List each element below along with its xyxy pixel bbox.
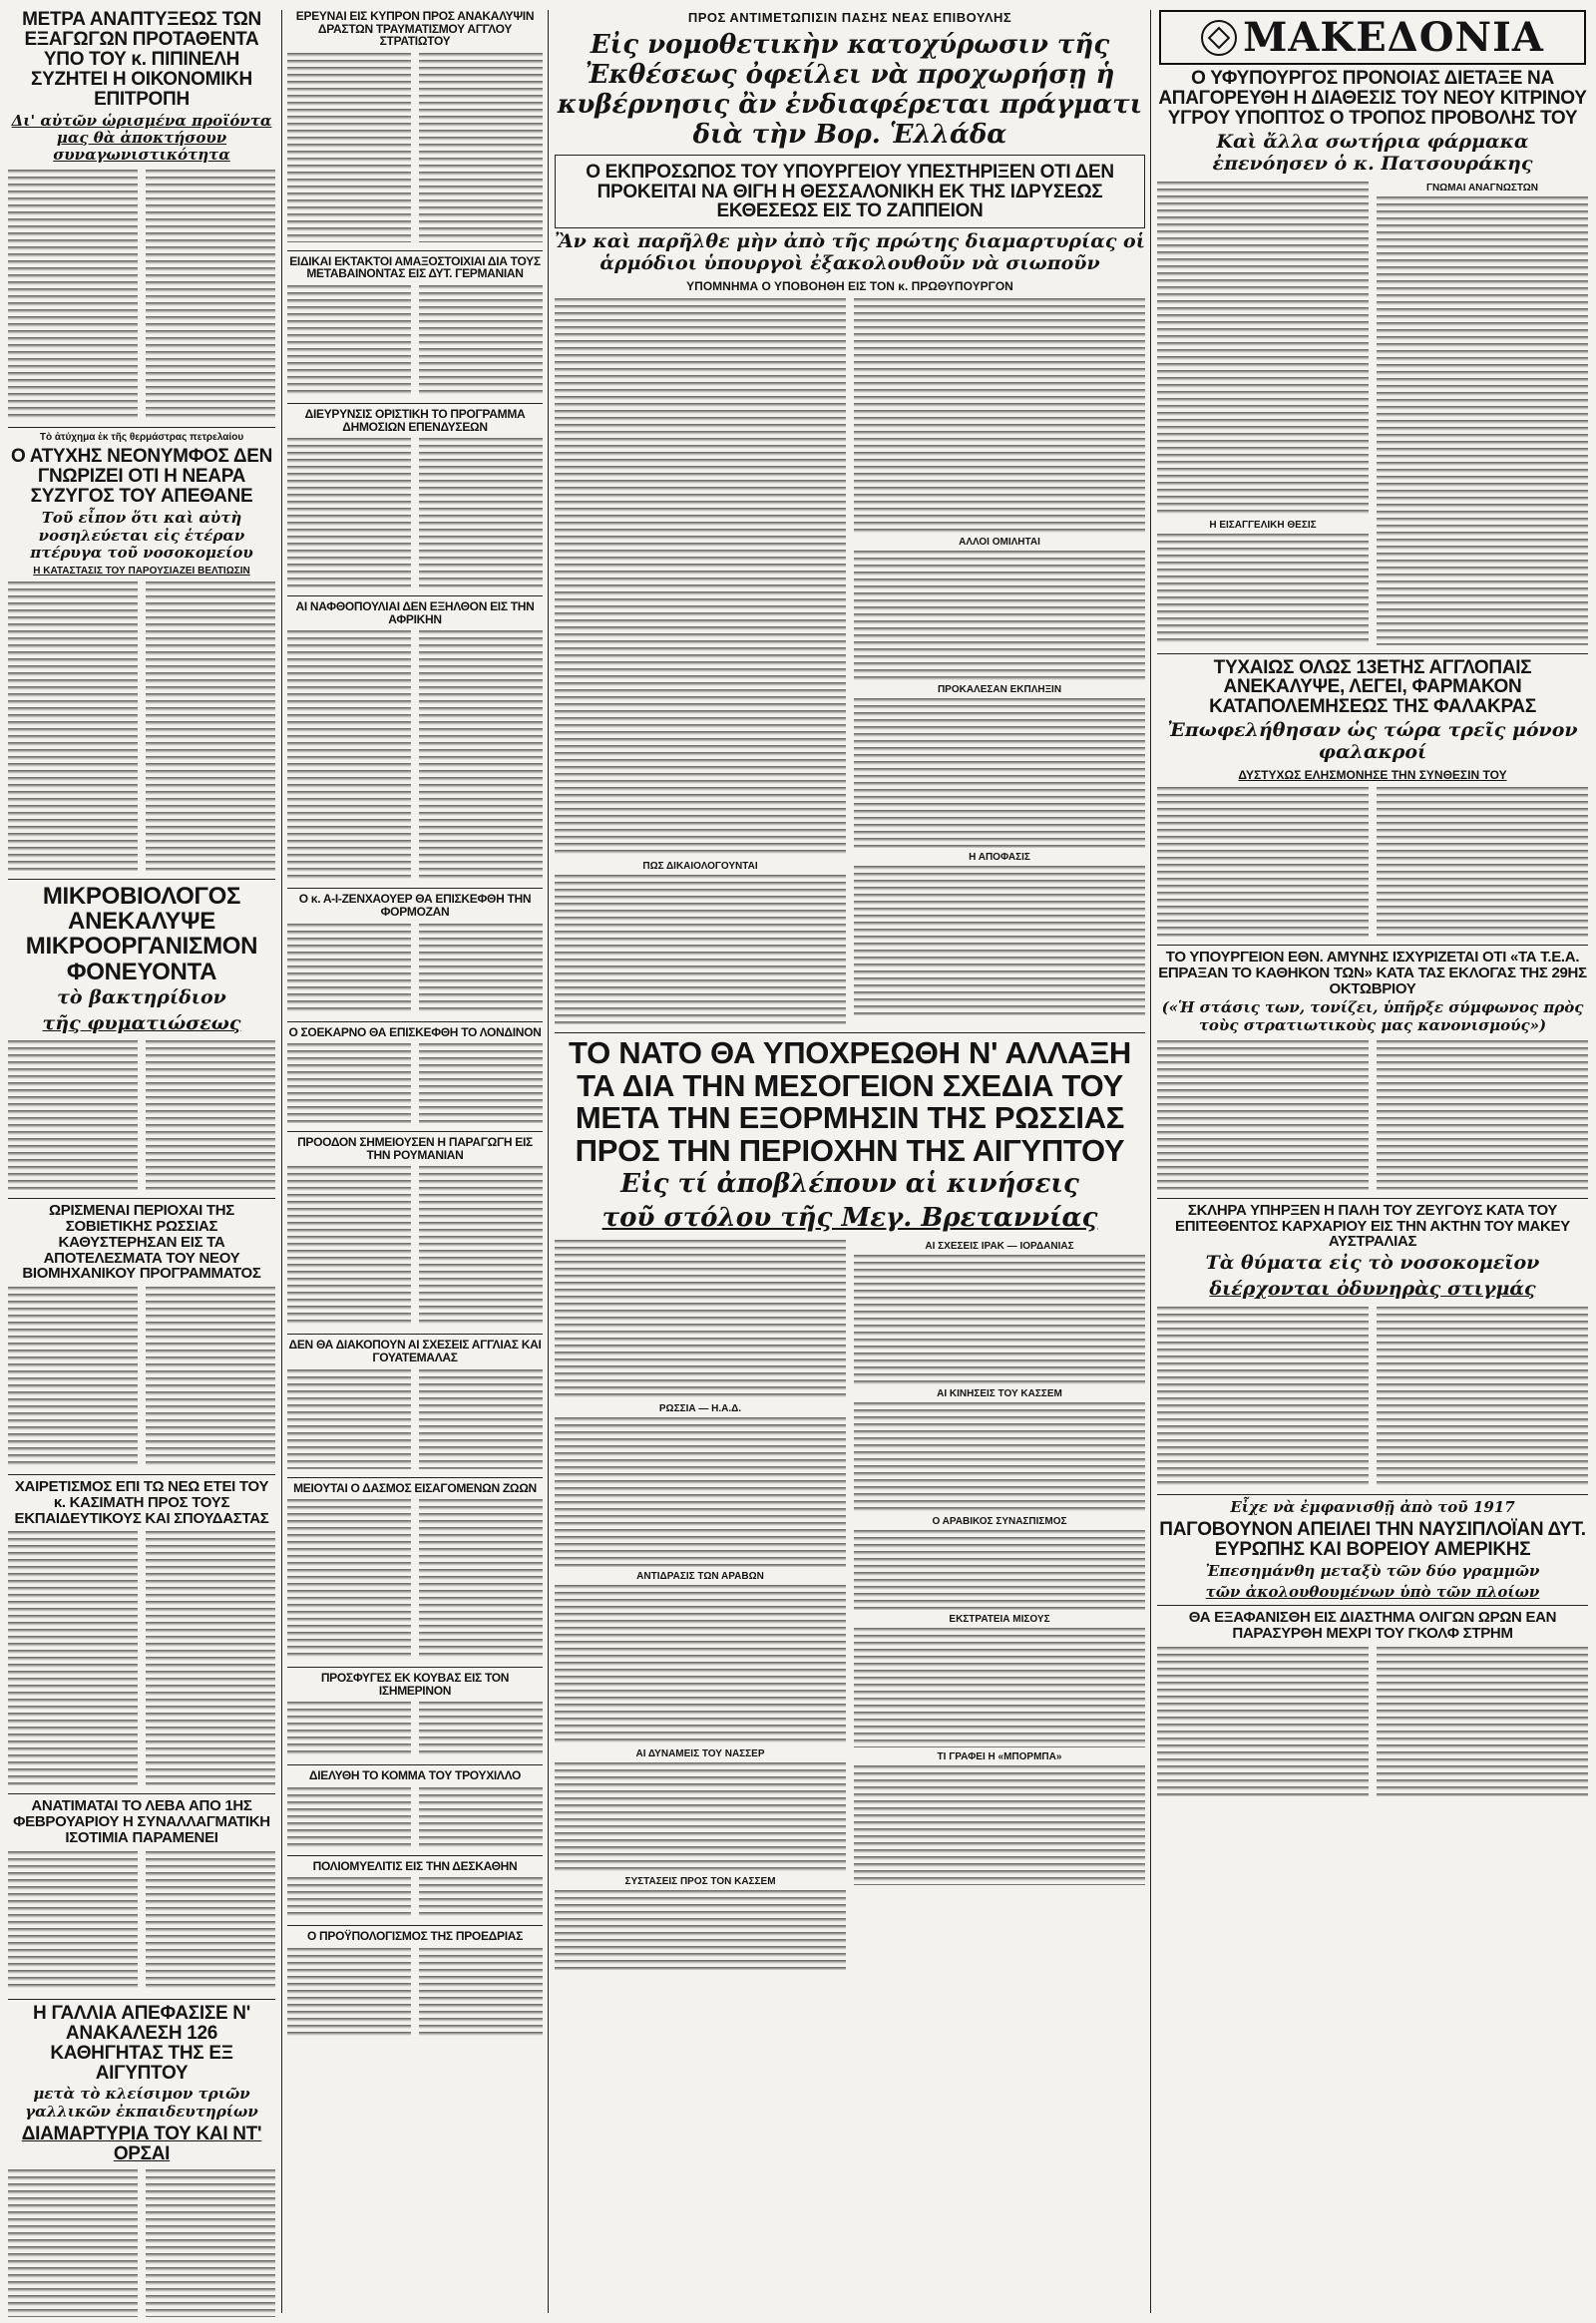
- article-deck: μετὰ τὸ κλείσιμον τριῶν γαλλικῶν ἐκπαιδευτηρίων: [25, 2085, 258, 2121]
- article-headline: ΜΕΙΟΥΤΑΙ Ο ΔΑΣΜΟΣ ΕΙΣΑΓΟΜΕΝΩΝ ΖΩΩΝ: [293, 1480, 537, 1495]
- article-headline: ΠΑΓΟΒΟΥΝΟΝ ΑΠΕΙΛΕΙ ΤΗΝ ΝΑΥΣΙΠΛΟΪΑΝ ΔΥΤ. ΕΥΡΩΠΗΣ ΚΑΙ ΒΟΡΕΙΟΥ ΑΜΕΡΙΚΗΣ: [1159, 1518, 1586, 1560]
- lead-deck: Εἰς νομοθετικὴν κατοχύρωσιν τῆς Ἐκθέσεως ὀφείλει νὰ προχωρήσῃ ἡ κυβέρνησις ἂν ἐνδιαφέρεται πράγματι διὰ τὴν Βορ. Ἑλλάδα: [557, 30, 1143, 150]
- article-headline: Ο κ. Α-Ι-ΖΕΝΧΑΟΥΕΡ ΘΑ ΕΠΙΣΚΕΦΘΗ ΤΗΝ ΦΟΡΜΟΖΑΝ: [298, 892, 532, 919]
- section-subhead: ΡΩΣΣΙΑ — Η.Α.Δ.: [658, 1403, 742, 1415]
- center-columns: [555, 6, 1145, 2317]
- section-subhead: ΑΙ ΣΧΕΣΕΙΣ ΙΡΑΚ — ΙΟΡΔΑΝΙΑΣ: [925, 1241, 1074, 1253]
- article-headline: ΠΟΛΙΟΜΥΕΛΙΤΙΣ ΕΙΣ ΤΗΝ ΔΕΣΚΑΘΗΝ: [312, 1858, 518, 1873]
- article-headline: ΧΑΙΡΕΤΙΣΜΟΣ ΕΠΙ ΤΩ ΝΕΩ ΕΤΕΙ ΤΟΥ κ. ΚΑΣΙΜΑΤΗ ΠΡΟΣ ΤΟΥΣ ΕΚΠΑΙΔΕΥΤΙΚΟΥΣ ΚΑΙ ΣΠΟΥΔΑΣΤΑΣ: [14, 1478, 269, 1527]
- section-subhead: ΑΝΤΙΔΡΑΣΙΣ ΤΩΝ ΑΡΑΒΩΝ: [636, 1571, 764, 1583]
- article-subhead: Η ΚΑΤΑΣΤΑΣΙΣ ΤΟΥ ΠΑΡΟΥΣΙΑΖΕΙ ΒΕΛΤΙΩΣΙΝ: [33, 566, 250, 577]
- article-deck: Ἐπεσημάνθη μεταξὺ τῶν δύο γραμμῶν: [1205, 1561, 1540, 1580]
- section-subhead: Ο ΑΡΑΒΙΚΟΣ ΣΥΝΑΣΠΙΣΜΟΣ: [932, 1516, 1067, 1528]
- masthead-crest-icon: [1201, 20, 1237, 56]
- section-subhead: Η ΑΠΟΦΑΣΙΣ: [969, 852, 1030, 864]
- article-headline: ΠΡΟΣΦΥΓΕΣ ΕΚ ΚΟΥΒΑΣ ΕΙΣ ΤΟΝ ΙΣΗΜΕΡΙΝΟΝ: [320, 1671, 510, 1698]
- article-kicker: Τὸ ἀτύχημα ἐκ τῆς θερμάστρας πετρελαίου: [39, 432, 244, 444]
- section-subhead: ΑΛΛΟΙ ΟΜΙΛΗΤΑΙ: [959, 537, 1040, 549]
- nato-headline: ΤΟ ΝΑΤΟ ΘΑ ΥΠΟΧΡΕΩΘΗ Ν' ΑΛΛΑΞΗ ΤΑ ΔΙΑ ΤΗΝ ΜΕΣΟΓΕΙΟΝ ΣΧΕΔΙΑ ΤΟΥ ΜΕΤΑ ΤΗΝ ΕΞΟΡΜΗΣΙΝ ΤΗΣ ΡΩΣΣΙΑΣ ΠΡΟΣ ΤΗΝ ΠΕΡΙΟΧΗΝ ΤΗΣ ΑΙΓΥΠΤΟΥ: [569, 1035, 1131, 1168]
- column-rule: [1150, 10, 1151, 2313]
- article-deck: τῶν ἀκολουθουμένων ὑπὸ τῶν πλοίων: [1205, 1583, 1540, 1602]
- article-deck: Καὶ ἄλλα σωτήρια φάρμακα ἐπενόησεν ὁ κ. Πατσουράκης: [1212, 130, 1533, 175]
- column-1: [8, 6, 275, 2317]
- article-headline: ΑΝΑΤΙΜΑΤΑΙ ΤΟ ΛΕΒΑ ΑΠΟ 1ΗΣ ΦΕΒΡΟΥΑΡΙΟΥ Η ΣΥΝΑΛΛΑΓΜΑΤΙΚΗ ΙΣΟΤΙΜΙΑ ΠΑΡΑΜΕΝΕΙ: [13, 1797, 270, 1846]
- section-subhead: ΤΙ ΓΡΑΦΕΙ Η «ΜΠΟΡΜΠΑ»: [937, 1751, 1062, 1763]
- section-subhead: ΑΙ ΚΙΝΗΣΕΙΣ ΤΟΥ ΚΑΣΣΕΜ: [937, 1388, 1062, 1400]
- article-headline: ΩΡΙΣΜΕΝΑΙ ΠΕΡΙΟΧΑΙ ΤΗΣ ΣΟΒΙΕΤΙΚΗΣ ΡΩΣΣΙΑΣ ΚΑΘΥΣΤΕΡΗΣΑΝ ΕΙΣ ΤΑ ΑΠΟΤΕΛΕΣΜΑΤΑ ΤΟΥ ΝΕΟΥ ΒΙΟΜΗΧΑΝΙΚΟΥ ΠΡΟΓΡΑΜΜΑΤΟΣ: [22, 1202, 261, 1283]
- section-subhead: ΣΥΣΤΑΣΕΙΣ ΠΡΟΣ ΤΟΝ ΚΑΣΣΕΜ: [624, 1876, 776, 1888]
- section-subhead: ΓΝΩΜΑΙ ΑΝΑΓΝΩΣΤΩΝ: [1425, 182, 1539, 194]
- column-2: [287, 6, 543, 2317]
- column-rule: [548, 10, 549, 2313]
- column-rule: [281, 10, 282, 2313]
- article-deck: τὸ βακτηρίδιον: [57, 985, 226, 1008]
- article-headline: ΜΕΤΡΑ ΑΝΑΠΤΥΞΕΩΣ ΤΩΝ ΕΞΑΓΩΓΩΝ ΠΡΟΤΑΘΕΝΤΑ ΥΠΟ ΤΟΥ κ. ΠΙΠΙΝΕΛΗ ΣΥΖΗΤΕΙ Η ΟΙΚΟΝΟΜΙΚΗ ΕΠΙΤΡΟΠΗ: [22, 9, 261, 110]
- masthead: [1159, 10, 1586, 65]
- article-headline: ΔΙΕΥΡΥΝΣΙΣ ΟΡΙΣΤΙΚΗ ΤΟ ΠΡΟΓΡΑΜΜΑ ΔΗΜΟΣΙΩΝ ΕΠΕΝΔΥΣΕΩΝ: [304, 406, 526, 434]
- section-subhead: Η ΕΙΣΑΓΓΕΛΙΚΗ ΘΕΣΙΣ: [1209, 519, 1317, 531]
- article-deck: Τὰ θύματα εἰς τὸ νοσοκομεῖον: [1205, 1252, 1540, 1274]
- section-subhead: ΠΡΟΚΑΛΕΣΑΝ ΕΚΠΛΗΞΙΝ: [937, 684, 1062, 696]
- article-subhead: ΔΥΣΤΥΧΩΣ ΕΛΗΣΜΟΝΗΣΕ ΤΗΝ ΣΥΝΘΕΣΙΝ ΤΟΥ: [1238, 768, 1507, 782]
- masthead-title: ΜΑΚΕΔΟΝΙΑ: [1243, 14, 1544, 61]
- article-headline: Ο ΣΟΕΚΑΡΝΟ ΘΑ ΕΠΙΣΚΕΦΘΗ ΤΟ ΛΟΝΔΙΝΟΝ: [288, 1024, 542, 1039]
- article-headline: ΣΚΛΗΡΑ ΥΠΗΡΞΕΝ Η ΠΑΛΗ ΤΟΥ ΖΕΥΓΟΥΣ ΚΑΤΑ ΤΟΥ ΕΠΙΤΕΘΕΝΤΟΣ ΚΑΡΧΑΡΙΟΥ ΕΙΣ ΤΗΝ ΑΚΤΗΝ ΤΟΥ ΜΑΚΕΥ ΑΥΣΤΡΑΛΙΑΣ: [1175, 1201, 1570, 1251]
- article-headline: ΤΥΧΑΙΩΣ ΟΛΩΣ 13ΕΤΗΣ ΑΓΓΛΟΠΑΙΣ ΑΝΕΚΑΛΥΨΕ, ΛΕΓΕΙ, ΦΑΡΜΑΚΟΝ ΚΑΤΑΠΟΛΕΜΗΣΕΩΣ ΤΗΣ ΦΑΛΑΚΡΑΣ: [1209, 656, 1536, 718]
- article-headline: ΠΡΟΟΔΟΝ ΣΗΜΕΙΟΥΣΕΝ Η ΠΑΡΑΓΩΓΗ ΕΙΣ ΤΗΝ ΡΟΥΜΑΝΙΑΝ: [297, 1135, 533, 1162]
- article-headline: Ο ΥΦΥΠΟΥΡΓΟΣ ΠΡΟΝΟΙΑΣ ΔΙΕΤΑΞΕ ΝΑ ΑΠΑΓΟΡΕΥΘΗ Η ΔΙΑΘΕΣΙΣ ΤΟΥ ΝΕΟΥ ΚΙΤΡΙΝΟΥ ΥΓΡΟΥ ΥΠΟΠΤΟΣ Ο ΤΡΟΠΟΣ ΠΡΟΒΟΛΗΣ ΤΟΥ: [1158, 68, 1587, 129]
- article-deck: διέρχονται ὀδυνηρὰς στιγμάς: [1209, 1277, 1536, 1300]
- nato-deck: τοῦ στόλου τῆς Μεγ. Βρεταννίας: [601, 1203, 1098, 1234]
- article-kicker: Εἶχε νὰ ἐμφανισθῇ ἀπὸ τοῦ 1917: [1230, 1497, 1515, 1516]
- article-headline: Ο ΑΤΥΧΗΣ ΝΕΟΝΥΜΦΟΣ ΔΕΝ ΓΝΩΡΙΖΕΙ ΟΤΙ Η ΝΕΑΡΑ ΣΥΖΥΓΟΣ ΤΟΥ ΑΠΕΘΑΝΕ: [10, 446, 273, 508]
- article-deck: τῆς φυματιώσεως: [42, 1011, 241, 1034]
- section-subhead: ΠΩΣ ΔΙΚΑΙΟΛΟΓΟΥΝΤΑΙ: [642, 861, 758, 873]
- lead-deck-2: Ἂν καὶ παρῆλθε μὴν ἀπὸ τῆς πρώτης διαμαρτυρίας οἱ ἁρμόδιοι ὑπουργοὶ ἐξακολουθοῦν νὰ σιωποῦν: [555, 230, 1145, 275]
- article-headline: ΤΟ ΥΠΟΥΡΓΕΙΟΝ ΕΘΝ. ΑΜΥΝΗΣ ΙΣΧΥΡΙΖΕΤΑΙ ΟΤΙ «ΤΑ Τ.Ε.Α. ΕΠΡΑΞΑΝ ΤΟ ΚΑΘΗΚΟΝ ΤΩΝ» ΚΑΤΑ ΤΑΣ ΕΚΛΟΓΑΣ ΤΗΣ 29ΗΣ ΟΚΤΩΒΡΙΟΥ: [1158, 949, 1587, 997]
- article-deck: Δι' αὐτῶν ὡρισμένα προϊόντα μας θὰ ἀποκτήσουν συναγωνιστικότητα: [11, 111, 272, 165]
- article-headline: ΕΡΕΥΝΑΙ ΕΙΣ ΚΥΠΡΟΝ ΠΡΟΣ ΑΝΑΚΑΛΥΨΙΝ ΔΡΑΣΤΩΝ ΤΡΑΥΜΑΤΙΣΜΟΥ ΑΓΓΛΟΥ ΣΤΡΑΤΙΩΤΟΥ: [295, 9, 535, 49]
- article-deck: Ἐπωφελήθησαν ὡς τώρα τρεῖς μόνον φαλακροί: [1167, 719, 1578, 764]
- lead-headline: Ο ΕΚΠΡΟΣΩΠΟΣ ΤΟΥ ΥΠΟΥΡΓΕΙΟΥ ΥΠΕΣΤΗΡΙΞΕΝ ΟΤΙ ΔΕΝ ΠΡΟΚΕΙΤΑΙ ΝΑ ΘΙΓΗ Η ΘΕΣΣΑΛΟΝΙΚΗ ΕΚ ΤΗΣ ΙΔΡΥΣΕΩΣ ΕΚΘΕΣΕΩΣ ΕΙΣ ΤΟ ΖΑΠΠΕΙΟΝ: [586, 161, 1114, 222]
- article-deck: («Ἡ στάσις των, τονίζει, ὑπῆρξε σύμφωνος πρὸς τοὺς στρατιωτικοὺς μας κανονισμούς»): [1161, 998, 1584, 1034]
- article-headline: Ο ΠΡΟΫΠΟΛΟΓΙΣΜΟΣ ΤΗΣ ΠΡΟΕΔΡΙΑΣ: [306, 1929, 524, 1944]
- column-right: [1157, 6, 1588, 2317]
- article-headline: ΜΙΚΡΟΒΙΟΛΟΓΟΣ ΑΝΕΚΑΛΥΨΕ ΜΙΚΡΟΟΡΓΑΝΙΣΜΟΝ ΦΟΝΕΥΟΝΤΑ: [25, 883, 258, 985]
- article-headline: ΔΙΕΛΥΘΗ ΤΟ ΚΟΜΜΑ ΤΟΥ ΤΡΟΥΧΙΛΛΟ: [308, 1768, 522, 1783]
- nato-deck: Εἰς τί ἀποβλέπουν αἱ κινήσεις: [620, 1169, 1079, 1200]
- section-subhead: ΑΙ ΔΥΝΑΜΕΙΣ ΤΟΥ ΝΑΣΣΕΡ: [635, 1748, 765, 1760]
- section-topline: ΠΡΟΣ ΑΝΤΙΜΕΤΩΠΙΣΙΝ ΠΑΣΗΣ ΝΕΑΣ ΕΠΙΒΟΥΛΗΣ: [687, 10, 1012, 25]
- article-headline: ΔΙΑΜΑΡΤΥΡΙΑ ΤΟΥ ΚΑΙ ΝΤ' ΟΡΣΑΙ: [21, 2123, 262, 2164]
- article-headline: ΘΑ ΕΞΑΦΑΝΙΣΘΗ ΕΙΣ ΔΙΑΣΤΗΜΑ ΟΛΙΓΩΝ ΩΡΩΝ ΕΑΝ ΠΑΡΑΣΥΡΘΗ ΜΕΧΡΙ ΤΟΥ ΓΚΟΛΦ ΣΤΡΗΜ: [1188, 1609, 1557, 1643]
- lead-subhead: ΥΠΟΜΝΗΜΑ Ο ΥΠΟΒΟΗΘΗ ΕΙΣ ΤΟΝ κ. ΠΡΩΘΥΠΟΥΡΓΟΝ: [686, 279, 1013, 294]
- article-headline: ΔΕΝ ΘΑ ΔΙΑΚΟΠΟΥΝ ΑΙ ΣΧΕΣΕΙΣ ΑΓΓΛΙΑΣ ΚΑΙ ΓΟΥΑΤΕΜΑΛΑΣ: [288, 1338, 542, 1364]
- article-headline: ΕΙΔΙΚΑΙ ΕΚΤΑΚΤΟΙ ΑΜΑΞΟΣΤΟΙΧΙΑΙ ΔΙΑ ΤΟΥΣ ΜΕΤΑΒΑΙΝΟΝΤΑΣ ΕΙΣ ΔΥΤ. ΓΕΡΜΑΝΙΑΝ: [289, 253, 541, 281]
- article-headline: ΑΙ ΝΑΦΘΟΠΟΥΛΙΑΙ ΔΕΝ ΕΞΗΛΘΟΝ ΕΙΣ ΤΗΝ ΑΦΡΙΚΗΝ: [295, 599, 535, 626]
- article-headline: Η ΓΑΛΛΙΑ ΑΠΕΦΑΣΙΣΕ Ν' ΑΝΑΚΑΛΕΣΗ 126 ΚΑΘΗΓΗΤΑΣ ΤΗΣ ΕΞ ΑΙΓΥΠΤΟΥ: [33, 2002, 250, 2084]
- section-subhead: ΕΚΣΤΡΑΤΕΙΑ ΜΙΣΟΥΣ: [949, 1614, 1050, 1626]
- article-deck: Τοῦ εἶπον ὅτι καὶ αὐτὴ νοσηλεύεται εἰς ἑτέραν πτέρυγα τοῦ νοσοκομείου: [30, 509, 253, 562]
